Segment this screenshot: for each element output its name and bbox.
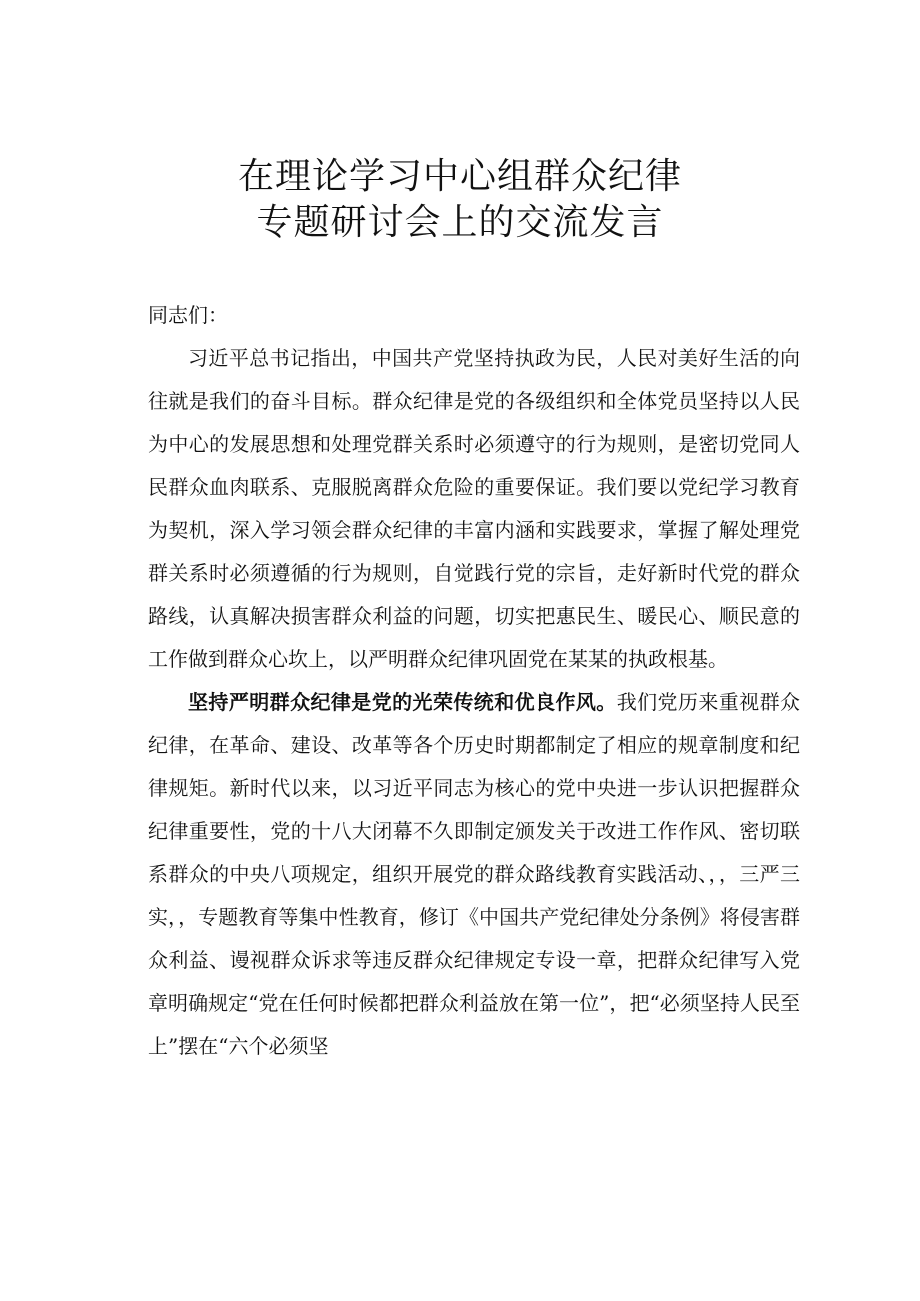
document-body: [148, 294, 800, 1068]
paragraph-2: [148, 681, 800, 1068]
paragraph-2-lead: 坚持严明群众纪律是党的光荣传统和优良作风。: [188, 690, 617, 714]
document-title-line-2: 专题研讨会上的交流发言: [256, 202, 664, 243]
document-title-line-1: 在理论学习中心组群众纪律: [237, 156, 682, 197]
paragraph-1: 习近平总书记指出，中国共产党坚持执政为民，人民对美好生活的向往就是我们的奋斗目标。群众纪律是党的各级组织和全体党员坚持以人民为中心的发展思想和处理党群关系时必须遵守的行为规则，是密切党同人民群众血肉联系、克服脱离群众危险的重要保证。我们要以党纪学习教育为契机，深入学习领会群众纪律的丰富内涵和实践要求，掌握了解处理党群关系时必须遵循的行为规则，自觉践行党的宗旨，走好新时代党的群众路线，认真解决损害群众利益的问题，切实把惠民生、暖民心、顺民意的工作做到群众心坎上，以严明群众纪律巩固党在某某的执政根基。: [148, 346, 800, 671]
paragraph-2-body: 我们党历来重视群众纪律，在革命、建设、改革等各个历史时期都制定了相应的规章制度和纪律规矩。新时代以来，以习近平同志为核心的党中央进一步认识把握群众纪律重要性，党的十八大闭幕不久即制定颁发关于改进工作作风、密切联系群众的中央八项规定，组织开展党的群众路线教育实践活动、，，三严三实，，专题教育等集中性教育，修订《中国共产党纪律处分条例》将侵害群众利益、谩视群众诉求等违反群众纪律规定专设一章，把群众纪律写入党章明确规定“党在任何时候都把群众利益放在第一位”，把“必须坚持人民至上”摆在“六个必须坚: [148, 690, 801, 1058]
salutation: 同志们：: [148, 303, 228, 327]
